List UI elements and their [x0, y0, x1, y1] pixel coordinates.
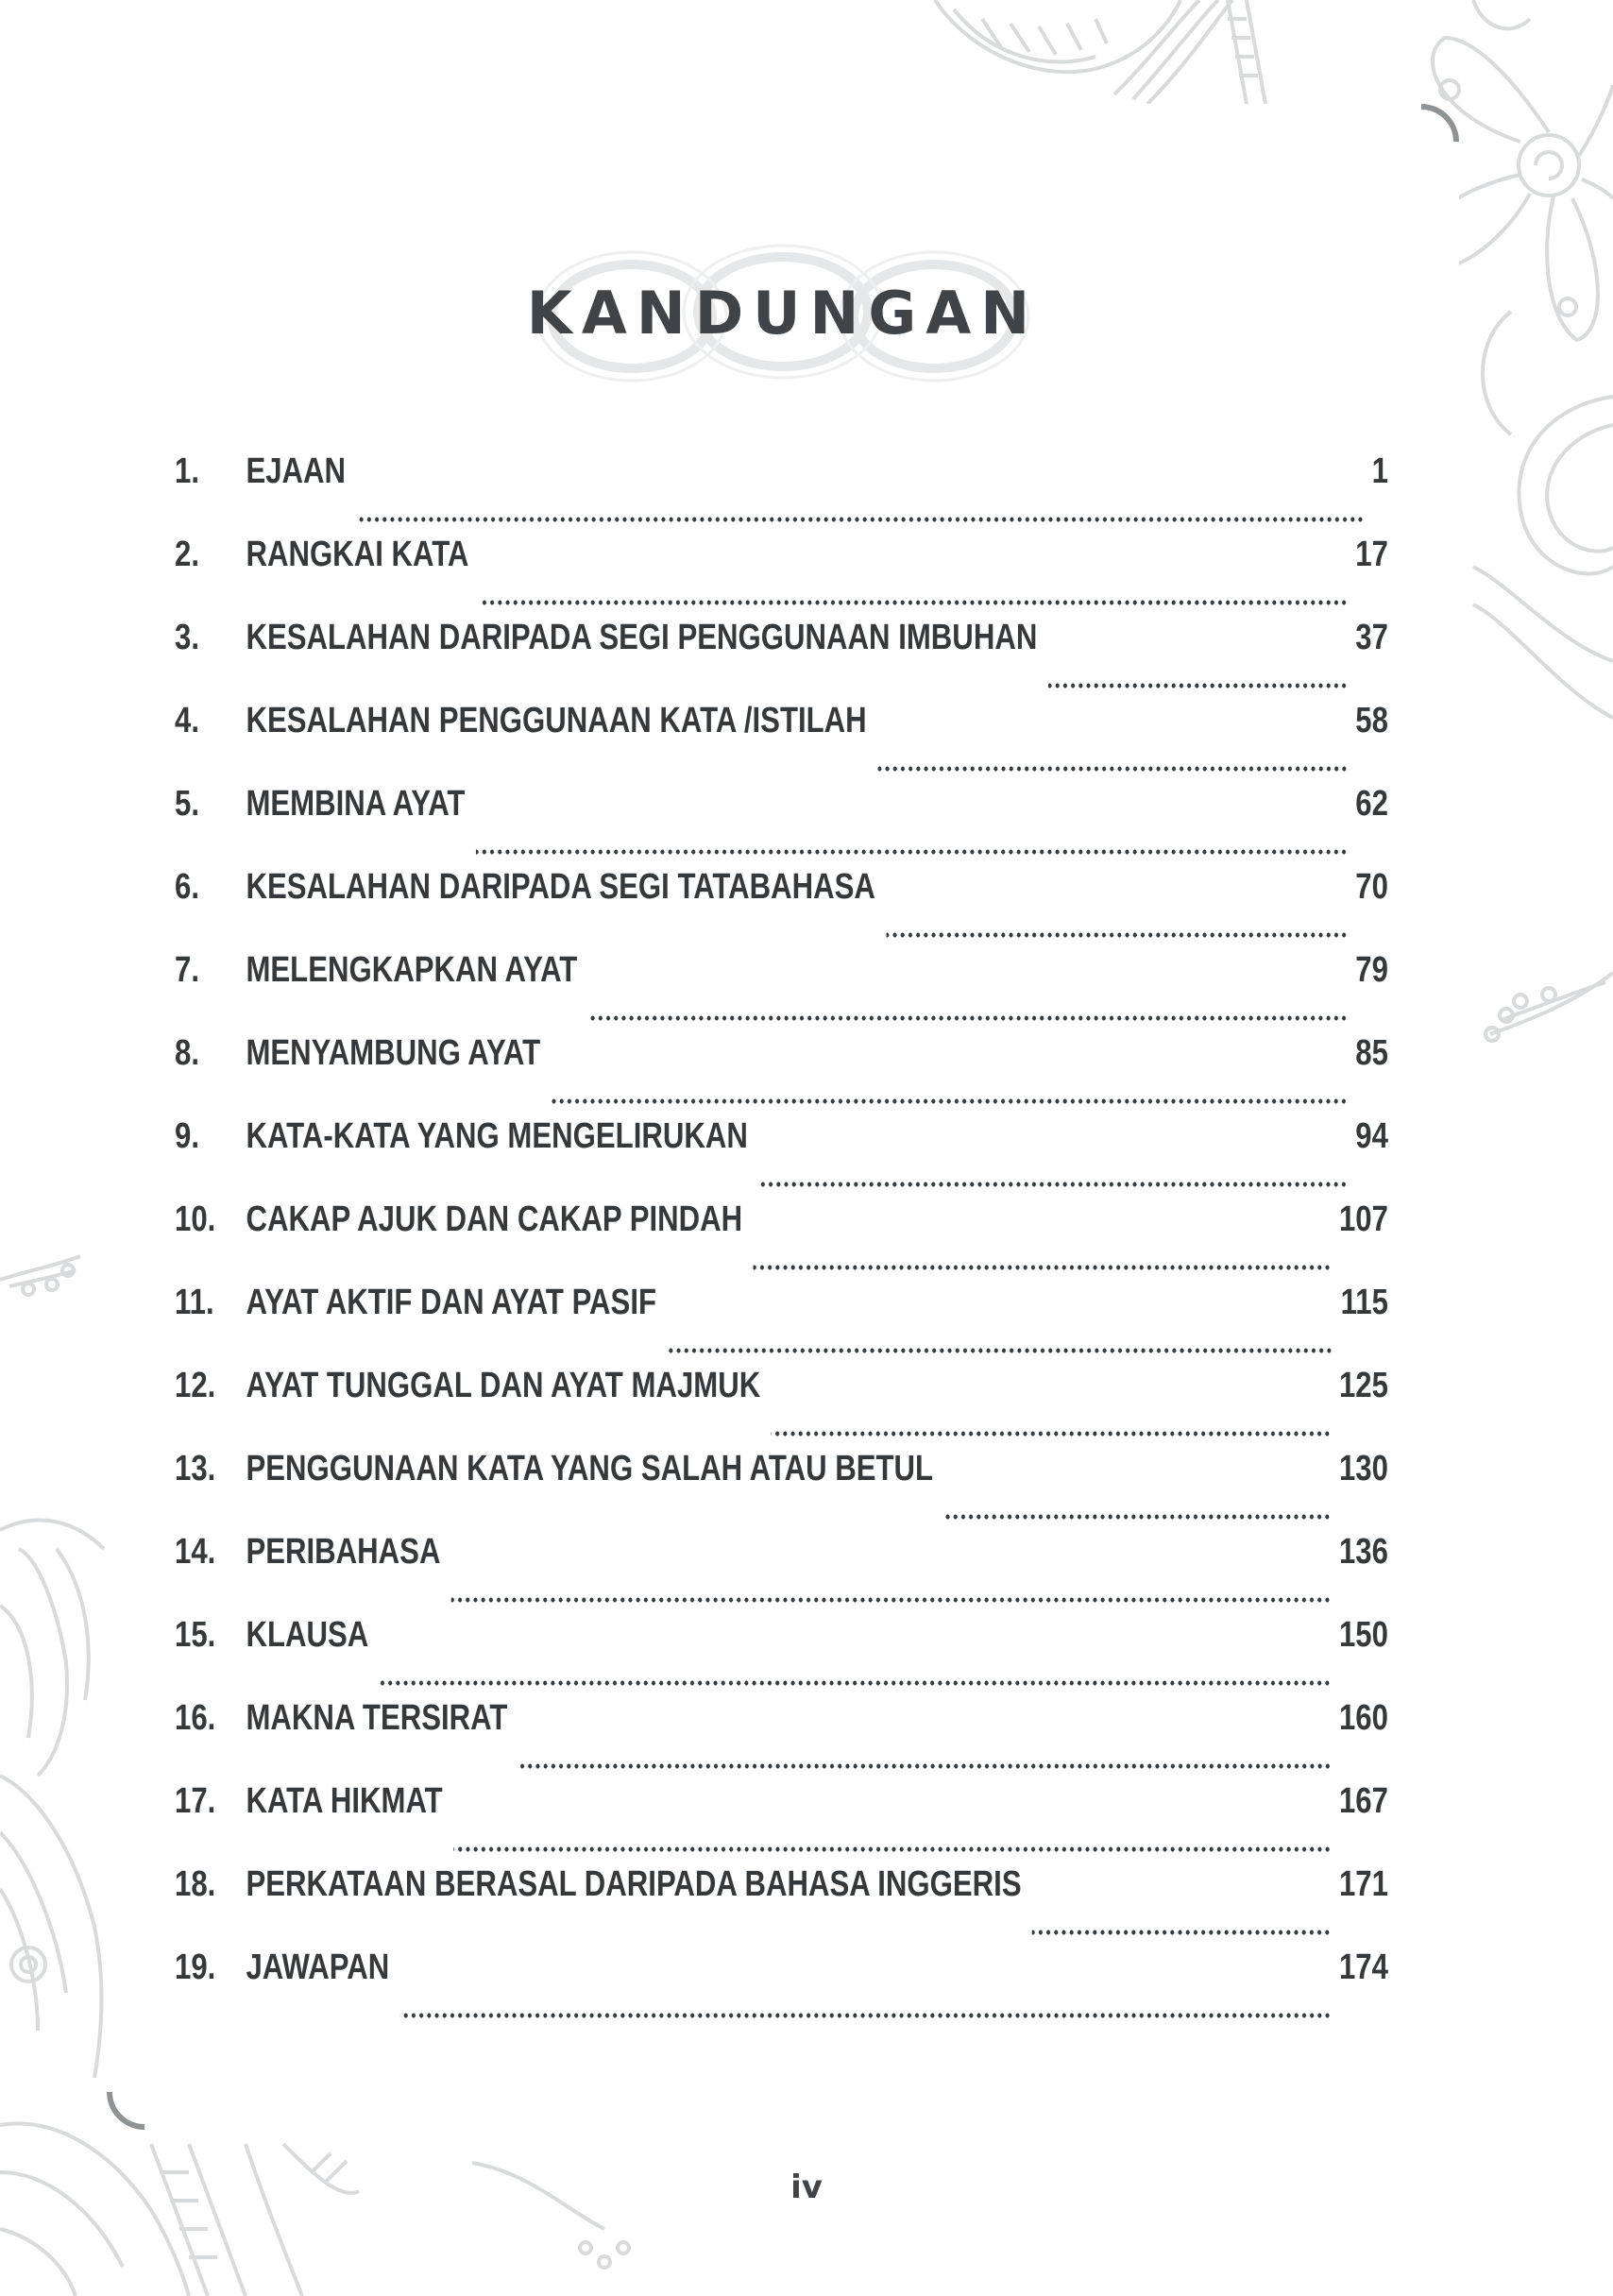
- table-of-contents: [175, 451, 1388, 2031]
- toc-entry-page: 160: [1338, 1698, 1388, 1738]
- toc-entry-page: 17: [1355, 535, 1388, 574]
- toc-entry-page: 115: [1340, 1283, 1388, 1322]
- toc-entry-title: MAKNA TERSIRAT: [246, 1698, 508, 1738]
- dot-leader: [944, 1513, 1332, 1521]
- dot-leader: [380, 1679, 1332, 1687]
- toc-entry-number: 7.: [175, 950, 199, 990]
- toc-entry-7[interactable]: [175, 950, 1388, 1033]
- toc-entry-number: 13.: [175, 1449, 216, 1488]
- toc-entry-page: 136: [1338, 1532, 1388, 1572]
- toc-entry-number: 1.: [175, 451, 199, 491]
- toc-entry-title: KESALAHAN DARIPADA SEGI TATABAHASA: [246, 867, 875, 907]
- toc-entry-number: 8.: [175, 1033, 199, 1073]
- dot-leader: [772, 1430, 1332, 1437]
- toc-entry-title: JAWAPAN: [246, 1947, 390, 1987]
- toc-entry-number: 18.: [175, 1864, 216, 1904]
- dot-leader: [877, 765, 1348, 773]
- toc-entry-6[interactable]: [175, 867, 1388, 950]
- toc-entry-title: AYAT AKTIF DAN AYAT PASIF: [246, 1283, 657, 1322]
- dot-leader: [886, 931, 1348, 939]
- toc-entry-13[interactable]: [175, 1449, 1388, 1532]
- toc-entry-number: 5.: [175, 784, 199, 824]
- dot-leader: [400, 2012, 1332, 2019]
- toc-entry-number: 16.: [175, 1698, 216, 1738]
- toc-entry-number: 19.: [175, 1947, 216, 1987]
- dot-leader: [754, 1264, 1332, 1271]
- toc-entry-number: 2.: [175, 535, 199, 574]
- dot-leader: [518, 1762, 1332, 1770]
- toc-entry-18[interactable]: [175, 1864, 1388, 1947]
- dot-leader: [357, 516, 1365, 523]
- dot-leader: [758, 1181, 1348, 1188]
- toc-entry-3[interactable]: [175, 618, 1388, 701]
- toc-entry-title: MEMBINA AYAT: [246, 784, 466, 824]
- dot-leader: [1048, 682, 1348, 689]
- toc-entry-number: 17.: [175, 1781, 216, 1821]
- toc-entry-title: CAKAP AJUK DAN CAKAP PINDAH: [246, 1199, 743, 1239]
- toc-entry-9[interactable]: [175, 1116, 1388, 1199]
- toc-entry-page: 85: [1355, 1033, 1388, 1073]
- dot-leader: [451, 1596, 1332, 1604]
- toc-entry-title: KATA-KATA YANG MENGELIRUKAN: [246, 1116, 748, 1156]
- toc-entry-page: 171: [1338, 1864, 1388, 1904]
- toc-entry-number: 6.: [175, 867, 199, 907]
- toc-entry-19[interactable]: [175, 1947, 1388, 2031]
- toc-entry-title: AYAT TUNGGAL DAN AYAT MAJMUK: [246, 1366, 761, 1405]
- toc-entry-17[interactable]: [175, 1781, 1388, 1864]
- toc-entry-number: 4.: [175, 701, 199, 740]
- toc-entry-1[interactable]: [175, 451, 1388, 535]
- toc-entry-number: 3.: [175, 618, 199, 657]
- toc-entry-title: PENGGUNAAN KATA YANG SALAH ATAU BETUL: [246, 1449, 934, 1488]
- toc-entry-16[interactable]: [175, 1698, 1388, 1781]
- toc-entry-title: KESALAHAN DARIPADA SEGI PENGGUNAAN IMBUHAN: [246, 618, 1038, 657]
- toc-entry-page: 58: [1355, 701, 1388, 740]
- toc-entry-title: RANGKAI KATA: [246, 535, 469, 574]
- toc-entry-title: MENYAMBUNG AYAT: [246, 1033, 541, 1073]
- toc-entry-14[interactable]: [175, 1532, 1388, 1615]
- dot-leader: [552, 1097, 1348, 1105]
- toc-entry-11[interactable]: [175, 1283, 1388, 1366]
- toc-entry-10[interactable]: [175, 1199, 1388, 1283]
- toc-entry-number: 15.: [175, 1615, 216, 1655]
- toc-entry-title: PERIBAHASA: [246, 1532, 441, 1572]
- toc-entry-8[interactable]: [175, 1033, 1388, 1116]
- toc-entry-15[interactable]: [175, 1615, 1388, 1698]
- toc-entry-page: 150: [1338, 1615, 1388, 1655]
- toc-entry-title: KATA HIKMAT: [246, 1781, 443, 1821]
- toc-entry-number: 9.: [175, 1116, 199, 1156]
- toc-entry-5[interactable]: [175, 784, 1388, 867]
- toc-entry-page: 107: [1338, 1199, 1388, 1239]
- toc-entry-2[interactable]: [175, 535, 1388, 618]
- toc-entry-page: 125: [1338, 1366, 1388, 1405]
- toc-entry-title: KESALAHAN PENGGUNAAN KATA /ISTILAH: [246, 701, 867, 740]
- toc-entry-title: MELENGKAPKAN AYAT: [246, 950, 578, 990]
- toc-entry-number: 11.: [175, 1283, 214, 1322]
- toc-entry-title: PERKATAAN BERASAL DARIPADA BAHASA INGGERIS: [246, 1864, 1022, 1904]
- title-area: [107, 241, 1459, 383]
- toc-entry-number: 14.: [175, 1532, 216, 1572]
- dot-leader: [476, 848, 1348, 856]
- toc-entry-page: 94: [1355, 1116, 1388, 1156]
- page-number: iv: [790, 2168, 823, 2206]
- toc-entry-title: EJAAN: [246, 451, 347, 491]
- toc-entry-12[interactable]: [175, 1366, 1388, 1449]
- toc-entry-page: 70: [1355, 867, 1388, 907]
- toc-entry-title: KLAUSA: [246, 1615, 369, 1655]
- dot-leader: [480, 599, 1348, 606]
- dot-leader: [588, 1014, 1348, 1022]
- toc-entry-page: 62: [1355, 784, 1388, 824]
- toc-entry-page: 174: [1338, 1947, 1388, 1987]
- toc-entry-page: 167: [1338, 1781, 1388, 1821]
- toc-entry-page: 1: [1371, 451, 1388, 491]
- toc-entry-page: 37: [1355, 618, 1388, 657]
- dot-leader: [668, 1347, 1333, 1354]
- dot-leader: [1032, 1929, 1332, 1936]
- toc-entry-4[interactable]: [175, 701, 1388, 784]
- toc-entry-page: 130: [1338, 1449, 1388, 1488]
- page-title: KANDUNGAN: [526, 279, 1040, 348]
- toc-entry-number: 10.: [175, 1199, 216, 1239]
- toc-entry-page: 79: [1355, 950, 1388, 990]
- dot-leader: [453, 1845, 1332, 1853]
- toc-entry-number: 12.: [175, 1366, 216, 1405]
